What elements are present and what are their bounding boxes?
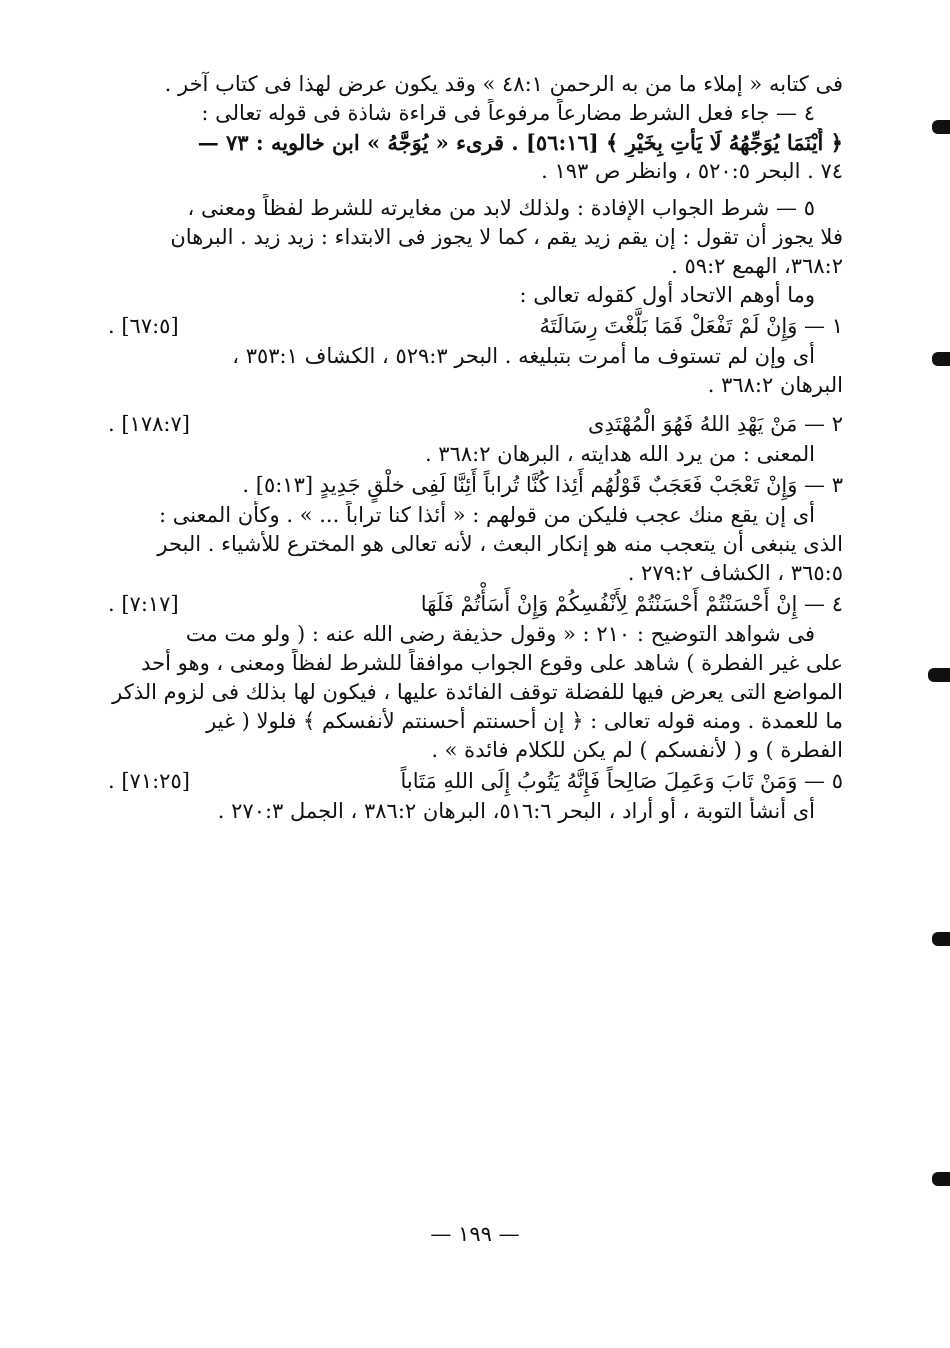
margin-mark xyxy=(932,120,950,134)
verse-line-5 xyxy=(108,765,843,797)
verse-reference: [٧١:٢٥] . xyxy=(108,769,190,793)
verse-text: ٥ — وَمَنْ تَابَ وَعَمِلَ صَالِحاً فَإِنَّهُ يَتُوبُ إِلَى اللهِ مَتَاباً xyxy=(400,769,843,793)
text-line: ما للعمدة . ومنه قوله تعالى : ﴿ إن أحسنتم أحسنتم لأنفسكم ﴾ فلولا ( غير xyxy=(206,709,843,733)
text-line: الفطرة ) و ( لأنفسكم ) لم يكن للكلام فائدة » . xyxy=(431,738,843,762)
text-line: البرهان ٣٦٨:٢ . xyxy=(707,373,843,397)
verse-line-3 xyxy=(108,469,843,501)
text-line: على غير الفطرة ) شاهد على وقوع الجواب موافقاً للشرط لفظاً ومعنى ، وهو أحد xyxy=(141,651,843,675)
page-number: — ١٩٩ — xyxy=(430,1222,520,1246)
margin-mark xyxy=(932,1172,950,1186)
text-line: فى شواهد التوضيح : ٢١٠ : « وقول حذيفة رضى الله عنه : ( ولو مت مت xyxy=(185,622,815,646)
margin-mark xyxy=(932,932,950,946)
text-line: المعنى : من يرد الله هدايته ، البرهان ٣٦٨:٢ . xyxy=(424,442,815,466)
verse-reference: [٦٧:٥] . xyxy=(108,314,179,338)
verse-line-2 xyxy=(108,408,843,440)
text-line: ٧٤ . البحر ٥٢٠:٥ ، وانظر ص ١٩٣ . xyxy=(541,159,843,183)
margin-mark xyxy=(932,352,950,366)
verse-reference: [٧:١٧] . xyxy=(108,592,179,616)
text-line: ٣٦٥:٥ ، الكشاف ٢٧٩:٢ . xyxy=(627,561,843,585)
text-line: أى إن يقع منك عجب فليكن من قولهم : « أئذا كنا تراباً ... » . وكأن المعنى : xyxy=(158,503,815,527)
text-line: ﴿ أَيْنَمَا يُوَجِّهُهُ لَا يَأْتِ بِخَيْرٍ ﴾ [٥٦:١٦] . قرىء « يُوَجَّهُ » ابن خالويه : ٧٣ — xyxy=(197,130,843,155)
text-line: أى أنشأ التوبة ، أو أراد ، البحر ٥١٦:٦، البرهان ٣٨٦:٢ ، الجمل ٢٧٠:٣ . xyxy=(217,799,815,823)
page-body xyxy=(108,70,843,826)
text-line: أى وإن لم تستوف ما أمرت بتبليغه . البحر ٥٢٩:٣ ، الكشاف ٣٥٣:١ ، xyxy=(232,344,815,368)
text-line: ٥ — شرط الجواب الإفادة : ولذلك لابد من مغايرته للشرط لفظاً ومعنى ، xyxy=(187,196,815,220)
text-line: فى كتابه « إملاء ما من به الرحمن ٤٨:١ » وقد يكون عرض لهذا فى كتاب آخر . xyxy=(164,72,843,96)
verse-reference: [١٧٨:٧] . xyxy=(108,412,190,436)
verse-text: ١ — وَإِنْ لَمْ تَفْعَلْ فَمَا بَلَّغْتَ رِسَالَتَهُ xyxy=(539,314,843,338)
text-line: وما أوهم الاتحاد أول كقوله تعالى : xyxy=(519,283,815,307)
text-line: المواضع التى يعرض فيها للفضلة توقف الفائدة عليها ، فيكون لها بذلك فى لزوم الذكر xyxy=(112,680,843,704)
text-line: ٣٦٨:٢، الهمع ٥٩:٢ . xyxy=(671,254,843,278)
text-line: فلا يجوز أن تقول : إن يقم زيد يقم ، كما لا يجوز فى الابتداء : زيد زيد . البرهان xyxy=(170,225,843,249)
text-line: الذى ينبغى أن يتعجب منه هو إنكار البعث ، لأنه تعالى هو المخترع للأشياء . البحر xyxy=(157,532,843,556)
verse-text: ٣ — وَإِنْ تَعْجَبْ فَعَجَبٌ قَوْلُهُم أَئِذا كُنَّا تُراباً أَئِنَّا لَفِى خلْقٍ جَدِيدٍ [٥:١٣] . xyxy=(242,473,843,497)
verse-text: ٢ — مَنْ يَهْدِ اللهُ فَهُوَ الْمُهْتَدِى xyxy=(588,412,843,436)
verse-line-4 xyxy=(108,588,843,620)
verse-text: ٤ — إِنْ أَحْسَنْتُمْ أَحْسَنْتُمْ لِأَنْفُسِكُمْ وَإِنْ أَسَأْتُمْ فَلَهَا xyxy=(420,592,843,616)
margin-mark xyxy=(928,668,950,682)
verse-line-1 xyxy=(108,310,843,342)
text-line: ٤ — جاء فعل الشرط مضارعاً مرفوعاً فى قراءة شاذة فى قوله تعالى : xyxy=(201,101,815,125)
